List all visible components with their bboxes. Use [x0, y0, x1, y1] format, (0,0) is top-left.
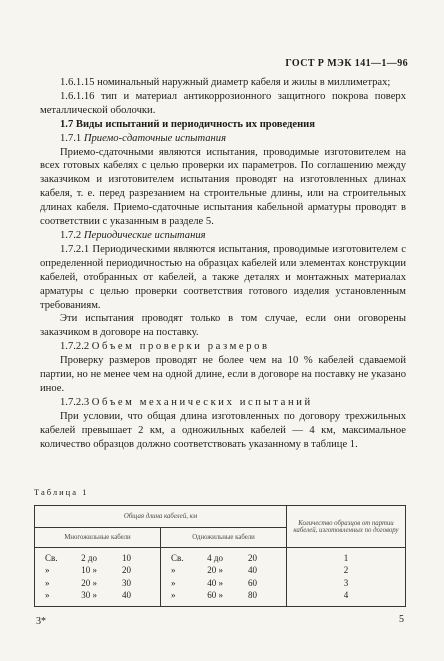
table-row: » 60 » 80 — [171, 590, 257, 601]
paragraph-dimension-check: Проверку размеров проводят не более чем на 10 % кабелей сдаваемой партии, но не менее чем на одной длине, если в договоре на поставку не указано иное. — [40, 355, 406, 394]
table-row: Св. 4 до 20 — [171, 553, 257, 563]
subsection-number: 1.7.2 — [60, 229, 82, 241]
table-row: » 10 » 20 — [45, 565, 131, 576]
sheet-mark: 3* — [36, 616, 46, 627]
subsection-1-7-2 — [40, 229, 406, 243]
table-header-sample-count: Количество образцов от партии кабелей, изготовленных по договору — [287, 506, 406, 548]
table-row: 2 — [343, 565, 349, 576]
body-text — [40, 76, 406, 451]
table-row: » 20 » 30 — [45, 577, 131, 588]
subsection-title: Приемо-сдаточные испытания — [83, 132, 227, 144]
paragraph-1-7-2-1: 1.7.2.1 Периодическими являются испытания, проводимые изготовителем с определенной периодичностью на образцах кабелей или элементах конструкции кабелей, отобранных от кабелей, а также деталях и монтажных материалах арматуры с целью проверки соответствия готового изделия установленным требованиям. — [40, 243, 406, 311]
table-cell-sample-count — [287, 548, 406, 607]
table-header-multicore: Многожильные кабели — [35, 528, 161, 548]
table-row: » 40 » 60 — [171, 577, 257, 588]
subsection-number: 1.7.1 — [60, 132, 82, 144]
subsection-number: 1.7.2.3 — [60, 396, 90, 408]
table-row: Св. 2 до 10 — [45, 553, 131, 563]
subsection-1-7-2-3 — [40, 396, 406, 410]
table-cell-multicore — [35, 548, 161, 607]
table-row: 3 — [343, 577, 349, 588]
paragraph-tests-condition: Эти испытания проводят только в том случае, если они оговорены заказчиком в договоре на поставку. — [40, 313, 406, 339]
table-row: 4 — [343, 590, 349, 601]
subsection-1-7-2-2 — [40, 340, 406, 354]
paragraph-1-6-1-15: 1.6.1.15 номинальный наружный диаметр кабеля и жилы в миллиметрах; — [60, 77, 391, 88]
table-row: » 20 » 40 — [171, 565, 257, 576]
subsection-title: Периодические испытания — [83, 229, 206, 241]
subsection-title: Объем механических испытаний — [91, 396, 313, 408]
paragraph-1-6-1-16: 1.6.1.16 тип и материал антикоррозионного защитного покрова поверх металлической оболочки. — [40, 90, 406, 116]
table-caption: Таблица 1 — [34, 487, 89, 497]
table-row: » 30 » 40 — [45, 590, 131, 601]
table-header-single-core: Одножильные кабели — [161, 528, 287, 548]
table-cell-single-core — [161, 548, 287, 607]
page-number: 5 — [399, 614, 404, 625]
paragraph-acceptance-tests: Приемо-сдаточными являются испытания, проводимые изготовителем на всех готовых кабелях с целью проверки их параметров. По соглашению между заказчиком и изготовителем испытания проводят на изготовленных длинах кабеля, т. е. перед разрезанием на строительные длины, или на строительных длинах кабеля. Приемо-сдаточные испытания кабельной арматуры проводят в соответствии с указанным в разделе 5. — [40, 146, 406, 228]
paragraph-mechanical-tests: При условии, что общая длина изготовленных по договору трехжильных кабелей превышает 2 км, а одножильных кабелей — 4 км, максимальное количество образцов должно соответствовать указанному в таблице 1. — [40, 410, 406, 450]
subsection-1-7-1 — [40, 132, 406, 146]
section-heading-1-7: 1.7 Виды испытаний и периодичность их проведения — [60, 118, 316, 130]
table-row: 1 — [343, 553, 349, 563]
subsection-title: Объем проверки размеров — [91, 341, 270, 353]
table-header-total-length: Общая длина кабелей, км — [35, 506, 287, 528]
document-code: ГОСТ Р МЭК 141—1—96 — [285, 58, 408, 69]
subsection-number: 1.7.2.2 — [60, 341, 90, 353]
samples-table — [34, 505, 406, 607]
